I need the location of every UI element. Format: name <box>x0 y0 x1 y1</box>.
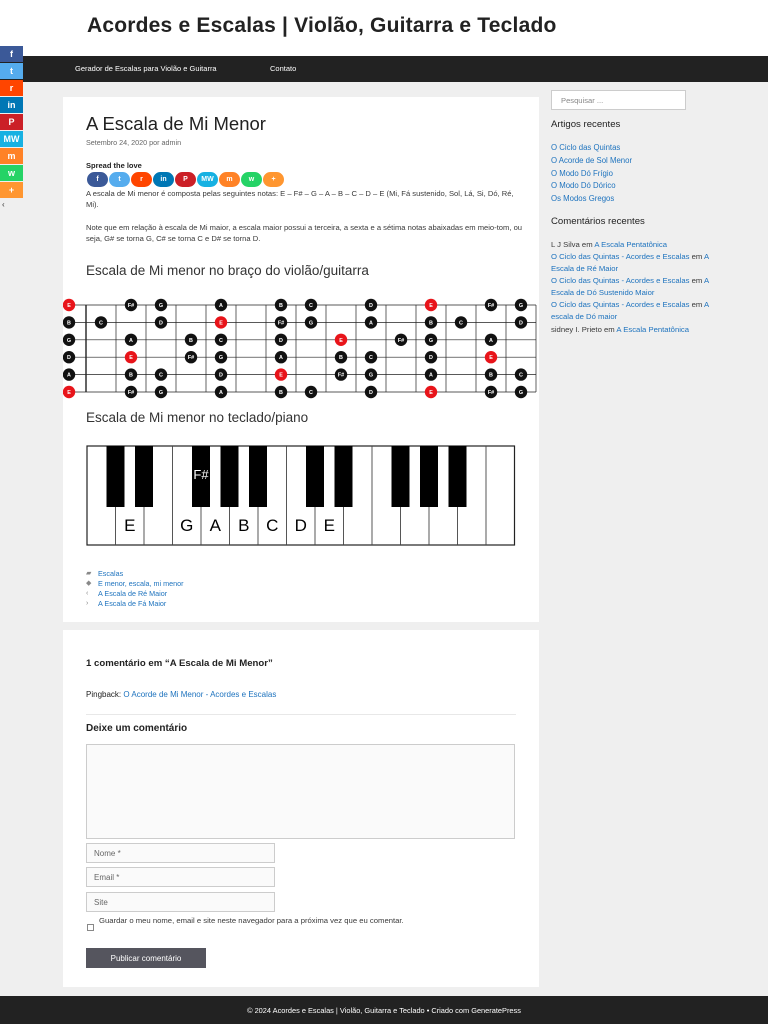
share-mix-icon[interactable]: m <box>219 172 240 187</box>
comment-author[interactable]: O Ciclo das Quintas - Acordes e Escalas <box>551 300 690 310</box>
pingback-link[interactable]: O Acorde de Mi Menor - Acordes e Escalas <box>123 690 277 699</box>
note-marker <box>275 316 287 328</box>
note-marker <box>365 299 377 311</box>
recent-post-link[interactable]: Os Modos Gregos <box>551 194 615 204</box>
note-marker <box>425 351 437 363</box>
comment-author[interactable]: O Ciclo das Quintas - Acordes e Escalas <box>551 252 690 262</box>
note-marker <box>485 368 497 380</box>
note-marker <box>365 351 377 363</box>
comment-author: L J Silva <box>551 240 580 249</box>
search-input[interactable]: Pesquisar ... <box>551 90 686 110</box>
note-label: B <box>67 320 71 327</box>
comments-title: 1 comentário em “A Escala de Mi Menor” <box>86 658 273 669</box>
site-footer <box>0 996 768 1024</box>
note-paragraph: Note que em relação à escala de Mi maior, a escala maior possui a terceira, a sexta e a sétima notas abaixadas em meio-tom, ou seja, G# se torna G, C# se torna C e D# se torna D. <box>86 223 523 244</box>
black-key <box>249 446 267 507</box>
email-field[interactable]: Email * <box>86 867 275 887</box>
note-label: B <box>339 355 343 362</box>
recent-comment-item <box>551 324 721 336</box>
commented-post-link[interactable]: A Escala de Dó Sustenido Maior <box>551 276 709 298</box>
white-key-label: G <box>180 516 194 535</box>
note-marker <box>63 316 75 328</box>
comment-textarea[interactable] <box>86 744 515 839</box>
commented-post-link[interactable]: A Escala Pentatônica <box>616 324 690 334</box>
sharp-key-label: F# <box>193 467 209 482</box>
note-marker <box>63 334 75 346</box>
share-twitter-icon[interactable]: t <box>109 172 130 187</box>
note-label: A <box>279 355 283 362</box>
tag-icon: ◆ <box>86 580 92 587</box>
post-author-link[interactable]: admin <box>161 138 182 147</box>
share-pinterest-icon[interactable]: P <box>175 172 196 187</box>
note-marker <box>365 386 377 398</box>
note-marker <box>425 368 437 380</box>
black-key <box>420 446 438 507</box>
share-linkedin-icon[interactable]: in <box>153 172 174 187</box>
root-note-marker <box>63 386 75 398</box>
root-note-marker <box>63 299 75 311</box>
note-marker <box>215 299 227 311</box>
category-link[interactable]: Escalas <box>98 569 124 578</box>
post-meta <box>86 138 181 147</box>
note-marker <box>275 386 287 398</box>
post-meta-by: por <box>149 138 160 147</box>
comment-connector: em <box>689 252 704 262</box>
root-note-marker <box>425 386 437 398</box>
recent-posts-title: Artigos recentes <box>551 119 621 130</box>
note-marker <box>485 386 497 398</box>
note-label: A <box>429 372 433 379</box>
note-marker <box>125 334 137 346</box>
footer-copyright: © 2024 Acordes e Escalas | Violão, Guitarra e Teclado • Criado com GeneratePress <box>247 1005 521 1015</box>
reddit-icon[interactable]: r <box>0 80 23 96</box>
twitter-icon[interactable]: t <box>0 63 23 79</box>
root-note-marker <box>125 351 137 363</box>
note-label: C <box>309 303 313 309</box>
note-label: A <box>369 320 373 327</box>
note-marker <box>95 316 107 328</box>
note-label: A <box>219 390 223 396</box>
root-note-marker <box>485 351 497 363</box>
recent-posts-list <box>551 142 632 206</box>
note-label: E <box>67 390 71 396</box>
white-key-label: C <box>266 516 279 535</box>
note-marker <box>455 316 467 328</box>
black-key <box>335 446 353 507</box>
note-marker <box>395 334 407 346</box>
folder-icon: ▰ <box>86 570 92 577</box>
pinterest-icon[interactable]: P <box>0 114 23 130</box>
mewe-icon[interactable]: MW <box>0 131 23 147</box>
note-marker <box>335 368 347 380</box>
note-marker <box>305 299 317 311</box>
note-marker <box>485 299 497 311</box>
note-label: G <box>518 303 524 309</box>
site-header <box>0 0 768 56</box>
share-more-icon[interactable]: + <box>263 172 284 187</box>
root-note-marker <box>275 368 287 380</box>
note-marker <box>215 386 227 398</box>
post-date-link[interactable]: Setembro 24, 2020 <box>86 138 148 147</box>
note-label: E <box>429 303 433 309</box>
note-marker <box>335 351 347 363</box>
comments-section <box>63 630 539 987</box>
divider <box>86 714 516 715</box>
commented-post-link[interactable]: A Escala de Ré Maior <box>551 252 709 274</box>
note-label: F# <box>187 355 195 362</box>
root-note-marker <box>335 334 347 346</box>
recent-comment-item <box>551 299 721 323</box>
next-post-link[interactable]: A Escala de Fá Maior <box>98 599 167 608</box>
note-label: D <box>67 355 71 362</box>
remember-me-label: Guardar o meu nome, email e site neste navegador para a próxima vez que eu comentar. <box>99 916 404 925</box>
note-marker <box>305 386 317 398</box>
guitar-fretboard-diagram <box>63 296 539 404</box>
white-key-label: E <box>323 516 335 535</box>
site-title-link[interactable]: Acordes e Escalas | Violão, Guitarra e Teclado <box>87 14 557 37</box>
white-key-label: E <box>124 516 136 535</box>
note-label: D <box>369 390 373 396</box>
note-label: F# <box>487 390 495 396</box>
black-key <box>449 446 467 507</box>
intro-paragraph: A escala de Mi menor é composta pelas seguintes notas: E – F# – G – A – B – C – D – E (Mi, Fá sustenido, Sol, Lá, Si, Dó, Ré, Mi). <box>86 189 514 210</box>
note-label: D <box>279 337 283 344</box>
note-label: D <box>159 320 163 327</box>
note-label: G <box>158 390 164 396</box>
note-marker <box>155 299 167 311</box>
name-field[interactable]: Nome * <box>86 843 275 863</box>
spread-the-love-label: Spread the love <box>86 161 142 170</box>
note-marker <box>515 368 527 380</box>
commented-post-link[interactable]: A escala de Dó maior <box>551 300 709 322</box>
note-label: B <box>189 337 193 344</box>
note-label: G <box>66 337 72 344</box>
note-label: D <box>369 303 373 309</box>
comment-author: sidney I. Prieto <box>551 324 602 334</box>
piano-scale-heading: Escala de Mi menor no teclado/piano <box>86 410 309 425</box>
note-label: D <box>429 355 433 362</box>
share-whatsapp-icon[interactable]: w <box>241 172 262 187</box>
note-marker <box>425 316 437 328</box>
tags-links[interactable]: E menor, escala, mi menor <box>98 579 184 588</box>
recent-comment-item <box>551 239 721 251</box>
white-key-label: A <box>209 516 221 535</box>
note-label: E <box>489 355 493 362</box>
note-marker <box>305 316 317 328</box>
floating-share-bar <box>0 46 23 199</box>
note-label: E <box>339 337 343 344</box>
note-label: G <box>368 372 374 379</box>
note-label: E <box>129 355 133 362</box>
black-key <box>221 446 239 507</box>
note-marker <box>125 368 137 380</box>
note-label: A <box>67 372 71 379</box>
recent-comment-item <box>551 275 721 299</box>
note-label: C <box>159 372 163 379</box>
pingback-entry <box>86 690 276 699</box>
note-marker <box>515 299 527 311</box>
note-label: G <box>518 390 524 396</box>
piano-keyboard-diagram <box>86 445 516 547</box>
share-bar-hide-toggle[interactable]: ‹ <box>2 200 5 209</box>
note-label: A <box>489 337 493 344</box>
mix-icon[interactable]: m <box>0 148 23 164</box>
note-marker <box>365 368 377 380</box>
note-label: C <box>99 320 103 327</box>
note-marker <box>425 334 437 346</box>
note-label: F# <box>487 303 495 309</box>
note-marker <box>275 334 287 346</box>
share-reddit-icon[interactable]: r <box>131 172 152 187</box>
note-label: C <box>309 390 313 396</box>
pingback-label: Pingback: <box>86 690 122 699</box>
guitar-scale-heading: Escala de Mi menor no braço do violão/guitarra <box>86 263 369 278</box>
facebook-icon[interactable]: f <box>0 46 23 62</box>
website-field[interactable]: Site <box>86 892 275 912</box>
recent-comments-list <box>551 239 721 336</box>
recent-post-link[interactable]: O Acorde de Sol Menor <box>551 155 633 165</box>
note-label: F# <box>397 337 405 344</box>
black-key <box>107 446 125 507</box>
note-label: A <box>219 303 223 309</box>
note-marker <box>63 368 75 380</box>
note-label: G <box>428 337 434 344</box>
note-marker <box>185 334 197 346</box>
chevron-right-icon: › <box>86 600 89 607</box>
note-label: F# <box>127 303 135 309</box>
submit-comment-button[interactable]: Publicar comentário <box>86 948 206 968</box>
root-note-marker <box>215 316 227 328</box>
post-taxonomy <box>86 569 183 609</box>
note-label: F# <box>277 320 285 327</box>
comment-author[interactable]: O Ciclo das Quintas - Acordes e Escalas <box>551 276 690 286</box>
comment-connector: em <box>689 300 704 310</box>
comment-connector: em <box>579 240 595 249</box>
comment-connector: em <box>601 324 617 334</box>
note-marker <box>63 351 75 363</box>
note-label: G <box>158 303 164 309</box>
note-label: B <box>429 320 433 327</box>
note-marker <box>485 334 497 346</box>
note-marker <box>125 299 137 311</box>
note-marker <box>155 368 167 380</box>
comment-connector: em <box>689 276 704 286</box>
note-label: B <box>279 390 283 396</box>
social-share-row <box>87 172 284 187</box>
recent-comment-item <box>551 251 721 275</box>
note-label: B <box>489 372 493 379</box>
chevron-left-icon: ‹ <box>86 590 89 597</box>
note-marker <box>515 386 527 398</box>
note-label: F# <box>337 372 345 379</box>
note-label: E <box>67 303 71 309</box>
note-label: B <box>129 372 133 379</box>
black-key <box>306 446 324 507</box>
post-article <box>63 97 539 622</box>
share-facebook-icon[interactable]: f <box>87 172 108 187</box>
note-label: D <box>519 320 523 327</box>
post-title: A Escala de Mi Menor <box>86 113 266 134</box>
note-label: C <box>369 355 373 362</box>
note-marker <box>215 334 227 346</box>
black-key <box>135 446 153 507</box>
note-marker <box>125 386 137 398</box>
note-label: G <box>218 355 224 362</box>
note-label: C <box>519 372 523 379</box>
note-marker <box>185 351 197 363</box>
recent-comments-title: Comentários recentes <box>551 216 645 227</box>
recent-post-link[interactable]: O Modo Dó Dórico <box>551 181 616 191</box>
main-navigation <box>0 56 768 82</box>
nav-item-contact[interactable]: Contato <box>270 64 297 73</box>
linkedin-icon[interactable]: in <box>0 97 23 113</box>
whatsapp-icon[interactable]: w <box>0 165 23 181</box>
note-label: E <box>429 390 433 396</box>
recent-post-link[interactable]: O Ciclo das Quintas <box>551 143 621 152</box>
note-label: B <box>279 303 283 309</box>
note-marker <box>275 351 287 363</box>
root-note-marker <box>425 299 437 311</box>
share-mewe-icon[interactable]: MW <box>197 172 218 187</box>
note-label: A <box>129 337 133 344</box>
note-marker <box>215 351 227 363</box>
note-marker <box>275 299 287 311</box>
note-label: E <box>219 320 223 327</box>
note-marker <box>515 316 527 328</box>
nav-item-scale-generator[interactable]: Gerador de Escalas para Violão e Guitarra <box>75 64 217 73</box>
black-key <box>392 446 410 507</box>
note-marker <box>215 368 227 380</box>
previous-post-link[interactable]: A Escala de Ré Maior <box>98 589 168 598</box>
more-icon[interactable]: + <box>0 182 23 198</box>
note-label: F# <box>127 390 135 396</box>
note-marker <box>155 386 167 398</box>
white-key-label: B <box>238 516 250 535</box>
recent-post-link[interactable]: O Modo Dó Frígio <box>551 168 613 178</box>
note-marker <box>155 316 167 328</box>
note-marker <box>365 316 377 328</box>
commented-post-link[interactable]: A Escala Pentatônica <box>594 240 667 249</box>
note-label: E <box>279 372 283 379</box>
note-label: C <box>219 337 223 344</box>
white-key-label: D <box>294 516 307 535</box>
note-label: G <box>308 320 314 327</box>
leave-comment-title: Deixe um comentário <box>86 723 188 734</box>
note-label: C <box>459 320 463 327</box>
remember-me-checkbox[interactable] <box>87 924 94 931</box>
note-label: D <box>219 372 223 379</box>
